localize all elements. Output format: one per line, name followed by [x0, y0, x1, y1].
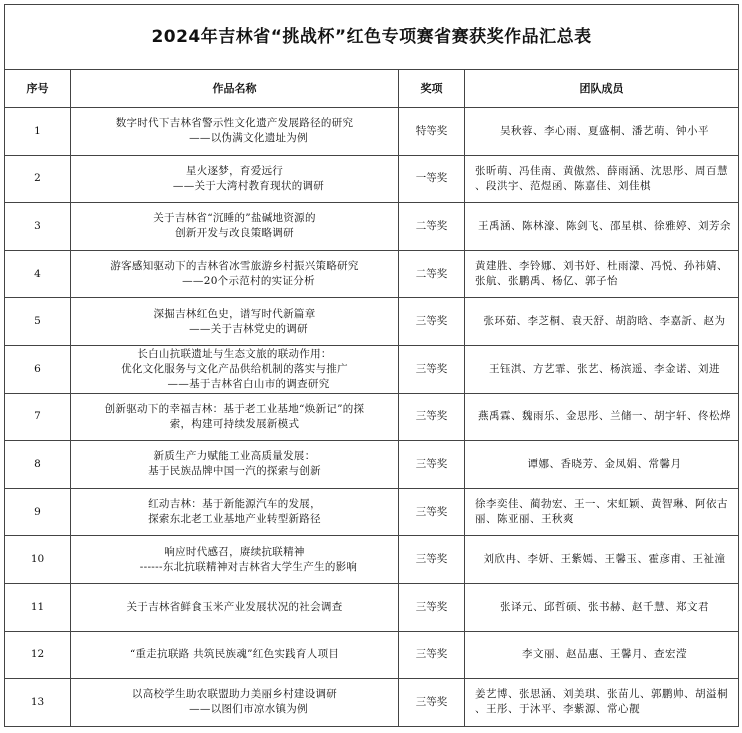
award-level: 一等奖: [399, 155, 465, 203]
work-title: [71, 345, 399, 393]
team-members: [465, 583, 739, 631]
work-title-line: 星火逐梦，育爱远行: [185, 164, 284, 177]
work-title: [71, 203, 399, 251]
team-members-line: 燕禹霖、魏雨乐、金思彤、兰储一、胡宇轩、佟松烨: [478, 410, 732, 423]
work-title-line: 以高校学生助农联盟助力美丽乡村建设调研: [131, 688, 338, 701]
award-level: 特等奖: [399, 108, 465, 156]
work-title-line: ——以伪满文化遗址为例: [189, 132, 308, 145]
work-title-line: 新质生产力赋能工业高质量发展：: [153, 450, 316, 463]
work-title: [71, 108, 399, 156]
table-row: [5, 345, 739, 393]
table-row: [5, 108, 739, 156]
team-members: [465, 441, 739, 489]
work-title: [71, 250, 399, 298]
work-title-line: ——基于吉林省白山市的调查研究: [167, 377, 330, 390]
table-row: [5, 536, 739, 584]
work-title-line: 深掘吉林红色史，谱写时代新篇章: [153, 307, 316, 320]
work-title: [71, 441, 399, 489]
awards-table: [4, 4, 739, 727]
work-title-line: ——20个示范村的实证分析: [182, 275, 315, 288]
award-level: 三等奖: [399, 488, 465, 536]
team-members: [465, 631, 739, 679]
table-row: [5, 393, 739, 441]
work-title-line: ------东北抗联精神对吉林省大学生产生的影响: [139, 560, 358, 573]
work-title-line: 响应时代感召，赓续抗联精神: [164, 545, 305, 558]
work-title-line: “重走抗联路 共筑民族魂”红色实践育人项目: [129, 648, 340, 661]
row-number: 12: [5, 631, 71, 679]
award-level: 三等奖: [399, 345, 465, 393]
work-title-line: 关于吉林省鲜食玉米产业发展状况的社会调查: [126, 600, 343, 613]
team-members-line: 、王彤、于沐平、李紫源、常心靓: [475, 703, 640, 716]
team-members: [465, 250, 739, 298]
award-level: 二等奖: [399, 203, 465, 251]
award-level: 三等奖: [399, 583, 465, 631]
work-title-line: 探索东北老工业基地产业转型新路径: [148, 513, 321, 526]
team-members: [465, 298, 739, 346]
team-members-line: 徐李奕佳、蔺勃宏、王一、宋虹颖、黄智琳、阿依古: [475, 498, 728, 511]
row-number: 8: [5, 441, 71, 489]
team-members-line: 谭娜、香晓芳、金凤娟、常馨月: [527, 457, 682, 470]
work-title: [71, 298, 399, 346]
team-members-line: 李文丽、赵品惠、王馨月、查宏滢: [522, 648, 688, 661]
row-number: 10: [5, 536, 71, 584]
team-members-line: 姜艺博、张思涵、刘美琪、张苗儿、郭鹏帅、胡溢桐: [475, 688, 728, 701]
award-level: 三等奖: [399, 298, 465, 346]
team-members: [465, 393, 739, 441]
row-number: 2: [5, 155, 71, 203]
award-level: 三等奖: [399, 441, 465, 489]
work-title: [71, 679, 399, 727]
team-members: [465, 203, 739, 251]
team-members-line: 吴秋蓉、李心雨、夏盛桐、潘艺萌、钟小平: [500, 124, 710, 137]
row-number: 5: [5, 298, 71, 346]
work-title: [71, 488, 399, 536]
work-title-line: 基于民族品牌中国一汽的探索与创新: [148, 465, 321, 478]
work-title: [71, 393, 399, 441]
header-award: 奖项: [399, 70, 465, 108]
work-title-line: 创新开发与改良策略调研: [175, 227, 294, 240]
table-row: [5, 250, 739, 298]
team-members-line: 丽、陈亚丽、王秋爽: [475, 513, 574, 526]
work-title-line: 创新驱动下的幸福吉林：基于老工业基地“焕新记”的探: [104, 402, 365, 415]
team-members-line: 刘欣冉、李妍、王紫嫣、王馨玉、霍彦甫、王祉潼: [483, 553, 726, 566]
work-title: [71, 536, 399, 584]
work-title-line: 长白山抗联遗址与生态文旅的联动作用：: [137, 347, 332, 360]
work-title-line: 数字时代下吉林省警示性文化遗产发展路径的研究: [115, 117, 354, 130]
team-members-line: 张航、张鹏禹、杨亿、郭子怡: [475, 275, 618, 288]
team-members: [465, 345, 739, 393]
team-members-line: 张环茹、李芝桐、袁天舒、胡韵晗、李嘉訢、赵为: [483, 315, 726, 328]
row-number: 9: [5, 488, 71, 536]
table-row: [5, 298, 739, 346]
row-number: 11: [5, 583, 71, 631]
work-title-line: 红动吉林：基于新能源汽车的发展，: [148, 498, 321, 511]
work-title-line: ——关于吉林党史的调研: [189, 322, 308, 335]
work-title-line: ——关于大湾村教育现状的调研: [172, 179, 325, 192]
header-members: 团队成员: [465, 70, 739, 108]
award-level: 三等奖: [399, 393, 465, 441]
table-row: [5, 155, 739, 203]
award-level: 三等奖: [399, 536, 465, 584]
award-level: 三等奖: [399, 631, 465, 679]
team-members: [465, 536, 739, 584]
row-number: 3: [5, 203, 71, 251]
work-title-line: 游客感知驱动下的吉林省冰雪旅游乡村振兴策略研究: [110, 260, 359, 273]
table-row: [5, 583, 739, 631]
header-work: 作品名称: [71, 70, 399, 108]
header-no: 序号: [5, 70, 71, 108]
table-row: [5, 631, 739, 679]
work-title: [71, 583, 399, 631]
header-row: [5, 70, 739, 108]
team-members: [465, 488, 739, 536]
table-row: [5, 203, 739, 251]
table-row: [5, 679, 739, 727]
work-title-line: 优化文化服务与文化产品供给机制的落实与推广: [121, 362, 348, 375]
work-title: [71, 155, 399, 203]
team-members-line: 黄建胜、李铃娜、刘书妤、杜雨濛、冯悦、孙祎婧、: [475, 260, 728, 273]
work-title-line: 关于吉林省“沉睡的”盐碱地资源的: [153, 212, 316, 225]
table-row: [5, 488, 739, 536]
team-members-line: 王禹涵、陈林濠、陈剑飞、邵星棋、徐雅婷、刘芳余: [478, 219, 732, 232]
row-number: 13: [5, 679, 71, 727]
team-members: [465, 155, 739, 203]
work-title-line: 索，构建可持续发展新模式: [169, 417, 300, 430]
row-number: 6: [5, 345, 71, 393]
team-members: [465, 679, 739, 727]
team-members-line: 、段洪宇、范煜函、陈嘉佳、刘佳棋: [475, 179, 651, 192]
award-level: 三等奖: [399, 679, 465, 727]
table-title: 2024年吉林省“挑战杯”红色专项赛省赛获奖作品汇总表: [5, 5, 739, 70]
row-number: 7: [5, 393, 71, 441]
row-number: 1: [5, 108, 71, 156]
team-members-line: 王钰淇、方艺霏、张艺、杨滨遥、李金诺、刘进: [489, 362, 721, 375]
work-title: [71, 631, 399, 679]
work-title-line: ——以图们市凉水镇为例: [189, 703, 308, 716]
team-members-line: 张昕萌、冯佳南、黄傲然、薛雨涵、沈思彤、周百慧: [475, 164, 728, 177]
row-number: 4: [5, 250, 71, 298]
team-members-line: 张译元、邱哲硕、张书赫、赵千慧、郑文君: [500, 600, 710, 613]
team-members: [465, 108, 739, 156]
table-row: [5, 441, 739, 489]
award-level: 二等奖: [399, 250, 465, 298]
